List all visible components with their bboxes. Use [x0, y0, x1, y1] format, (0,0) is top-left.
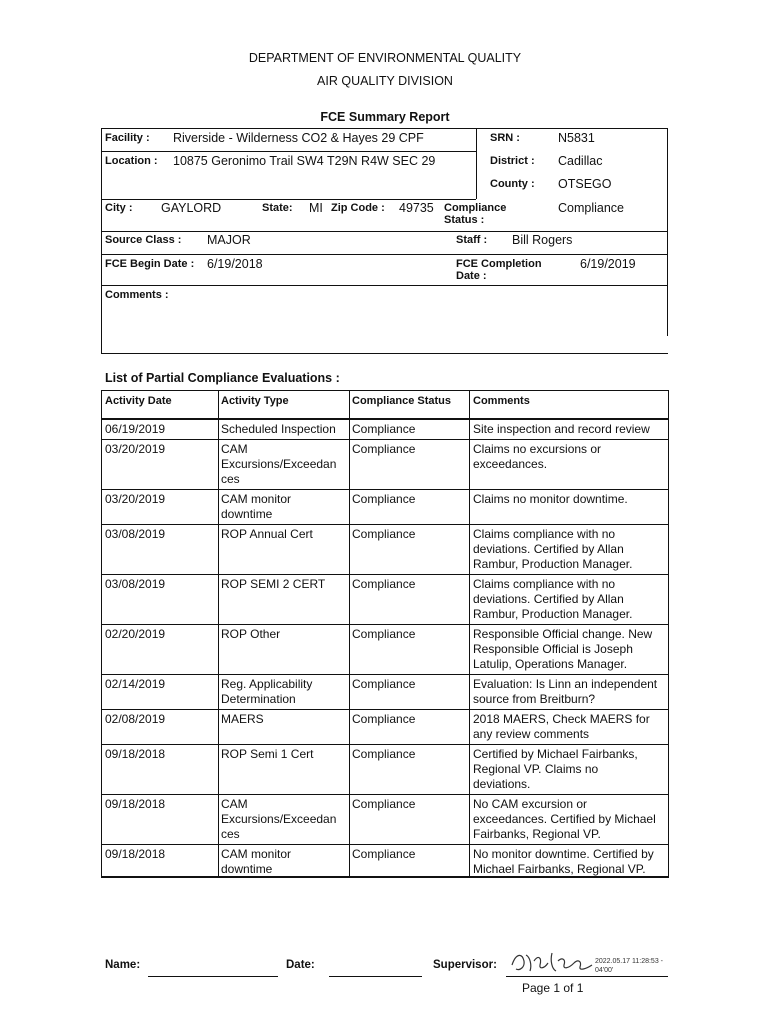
comments-cell: No monitor downtime. Certified by: [473, 847, 654, 861]
facility-divider-source: [101, 231, 668, 232]
page-number: Page 1 of 1: [522, 981, 584, 995]
compliance-status-cell: Compliance: [352, 422, 416, 436]
pce-row-divider: [101, 709, 668, 710]
comments-cell: Site inspection and record review: [473, 422, 650, 436]
staff-value: Bill Rogers: [512, 233, 573, 247]
comments-cell: No CAM excursion or: [473, 797, 588, 811]
pce-header-bottom: [101, 418, 669, 420]
comments-cell: 2018 MAERS, Check MAERS for: [473, 712, 650, 726]
activity-type-header: Activity Type: [221, 395, 289, 407]
comments-cell: Latulip, Operations Manager.: [473, 657, 628, 671]
srn-label: SRN :: [490, 132, 520, 144]
activity-date-cell: 02/20/2019: [105, 627, 166, 641]
comments-cell: Fairbanks, Regional VP.: [473, 827, 601, 841]
comments-cell: source from Breitburn?: [473, 692, 596, 706]
activity-type-cell: Determination: [221, 692, 296, 706]
comments-cell: deviations. Certified by Allan: [473, 592, 624, 606]
county-label: County :: [490, 178, 535, 190]
comments-label: Comments :: [105, 289, 169, 301]
compliance-status-header: Compliance Status: [352, 395, 452, 407]
comments-cell: Claims no monitor downtime.: [473, 492, 628, 506]
comments-header: Comments: [473, 395, 530, 407]
location-value: 10875 Geronimo Trail SW4 T29N R4W SEC 29: [173, 154, 436, 168]
activity-type-cell: ces: [221, 827, 240, 841]
facility-box-bottom: [101, 353, 668, 354]
source-class-label: Source Class :: [105, 234, 182, 246]
activity-type-cell: CAM monitor: [221, 492, 292, 506]
activity-type-cell: CAM: [221, 442, 248, 456]
comments-cell: Rambur, Production Manager.: [473, 607, 633, 621]
comments-cell: Claims compliance with no: [473, 577, 616, 591]
location-label: Location :: [105, 155, 158, 167]
fce-begin-label: FCE Begin Date :: [105, 258, 195, 270]
activity-type-cell: MAERS: [221, 712, 264, 726]
compliance-status-cell: Compliance: [352, 627, 416, 641]
comments-cell: Rambur, Production Manager.: [473, 557, 633, 571]
activity-date-cell: 03/08/2019: [105, 577, 166, 591]
pce-row-divider: [101, 524, 668, 525]
activity-type-cell: downtime: [221, 507, 273, 521]
fce-completion-value: 6/19/2019: [580, 257, 636, 271]
date-line: [329, 976, 422, 977]
county-value: OTSEGO: [558, 177, 612, 191]
activity-date-cell: 03/08/2019: [105, 527, 166, 541]
activity-date-cell: 02/14/2019: [105, 677, 166, 691]
compliance-status-cell: Compliance: [352, 527, 416, 541]
comments-cell: exceedances. Certified by Michael: [473, 812, 656, 826]
facility-box-top: [101, 128, 668, 129]
activity-type-cell: ROP Other: [221, 627, 281, 641]
activity-type-cell: ROP Annual Cert: [221, 527, 313, 541]
fce-begin-value: 6/19/2018: [207, 257, 263, 271]
activity-date-cell: 06/19/2019: [105, 422, 166, 436]
pce-row-divider: [101, 674, 668, 675]
pce-row-divider: [101, 744, 668, 745]
comments-cell: Evaluation: Is Linn an independent: [473, 677, 658, 691]
comments-cell: Claims compliance with no: [473, 527, 616, 541]
facility-box-left: [101, 128, 102, 354]
department-title: DEPARTMENT OF ENVIRONMENTAL QUALITY: [248, 51, 522, 65]
comments-cell: Responsible Official is Joseph: [473, 642, 633, 656]
comments-cell: exceedances.: [473, 457, 548, 471]
district-label: District :: [490, 155, 535, 167]
staff-label: Staff :: [456, 234, 488, 246]
comments-cell: Regional VP. Claims no: [473, 762, 599, 776]
zip-label: Zip Code :: [331, 202, 385, 214]
pce-row-divider: [101, 844, 668, 845]
activity-type-cell: ROP SEMI 2 CERT: [221, 577, 326, 591]
name-line: [148, 976, 278, 977]
compliance-status-label-2: Status :: [444, 214, 485, 226]
activity-date-cell: 09/18/2018: [105, 747, 166, 761]
district-value: Cadillac: [558, 154, 603, 168]
source-class-value: MAJOR: [207, 233, 251, 247]
activity-type-cell: ROP Semi 1 Cert: [221, 747, 314, 761]
compliance-status-cell: Compliance: [352, 492, 416, 506]
pce-row-divider: [101, 439, 668, 440]
activity-date-cell: 03/20/2019: [105, 442, 166, 456]
pce-table-right: [668, 390, 669, 877]
comments-cell: deviations. Certified by Allan: [473, 542, 624, 556]
fce-completion-label-2: Date :: [456, 270, 487, 282]
activity-type-cell: CAM: [221, 797, 248, 811]
activity-type-cell: downtime: [221, 862, 273, 876]
zip-value: 49735: [399, 201, 434, 215]
pce-title: List of Partial Compliance Evaluations :: [105, 371, 340, 385]
compliance-status-cell: Compliance: [352, 712, 416, 726]
facility-box-right: [667, 128, 668, 336]
supervisor-label: Supervisor:: [433, 959, 497, 971]
activity-type-cell: Excursions/Exceedan: [221, 457, 337, 471]
compliance-status-cell: Compliance: [352, 747, 416, 761]
compliance-status-label: Compliance: [444, 202, 507, 214]
supervisor-signature: [508, 947, 596, 977]
comments-cell: any review comments: [473, 727, 590, 741]
pce-column-divider: [349, 390, 350, 877]
compliance-status-value: Compliance: [558, 201, 625, 215]
compliance-status-cell: Compliance: [352, 677, 416, 691]
activity-type-cell: Reg. Applicability: [221, 677, 313, 691]
compliance-status-cell: Compliance: [352, 577, 416, 591]
facility-divider-left: [101, 151, 476, 152]
activity-date-cell: 09/18/2018: [105, 797, 166, 811]
city-label: City :: [105, 202, 133, 214]
city-value: GAYLORD: [161, 201, 222, 215]
pce-row-divider: [101, 624, 668, 625]
pce-header-top: [101, 390, 668, 391]
comments-cell: Certified by Michael Fairbanks,: [473, 747, 638, 761]
facility-divider-comments: [101, 285, 668, 286]
compliance-status-cell: Compliance: [352, 847, 416, 861]
activity-type-cell: CAM monitor: [221, 847, 292, 861]
activity-date-cell: 02/08/2019: [105, 712, 166, 726]
compliance-status-cell: Compliance: [352, 442, 416, 456]
comments-cell: Claims no excursions or: [473, 442, 602, 456]
activity-date-header: Activity Date: [105, 395, 172, 407]
comments-cell: Responsible Official change. New: [473, 627, 653, 641]
activity-type-cell: ces: [221, 472, 240, 486]
facility-label: Facility :: [105, 132, 150, 144]
activity-date-cell: 03/20/2019: [105, 492, 166, 506]
fce-completion-label: FCE Completion: [456, 258, 542, 270]
facility-box-middle: [476, 128, 477, 199]
signature-stamp: 2022.05.17 11:28:53 -: [595, 958, 663, 965]
srn-value: N5831: [558, 131, 595, 145]
facility-divider-city: [101, 199, 476, 200]
comments-cell: deviations.: [473, 777, 531, 791]
state-label: State:: [262, 202, 293, 214]
facility-value: Riverside - Wilderness CO2 & Hayes 29 CPF: [173, 131, 424, 145]
pce-row-divider: [101, 794, 668, 795]
name-label: Name:: [105, 959, 141, 971]
pce-table-left: [101, 390, 102, 877]
compliance-status-cell: Compliance: [352, 797, 416, 811]
date-label: Date:: [286, 959, 315, 971]
comments-cell: Michael Fairbanks, Regional VP.: [473, 862, 646, 876]
activity-type-cell: Excursions/Exceedan: [221, 812, 337, 826]
pce-row-divider: [101, 574, 668, 575]
activity-date-cell: 09/18/2018: [105, 847, 166, 861]
pce-column-divider: [469, 390, 470, 877]
activity-type-cell: Scheduled Inspection: [221, 422, 336, 436]
facility-divider-fce: [101, 254, 668, 255]
division-title: AIR QUALITY DIVISION: [317, 74, 453, 88]
report-title: FCE Summary Report: [320, 110, 450, 124]
signature-stamp-tz: 04'00': [595, 967, 614, 974]
pce-column-divider: [218, 390, 219, 877]
pce-row-divider: [101, 489, 668, 490]
state-value: MI: [309, 201, 323, 215]
